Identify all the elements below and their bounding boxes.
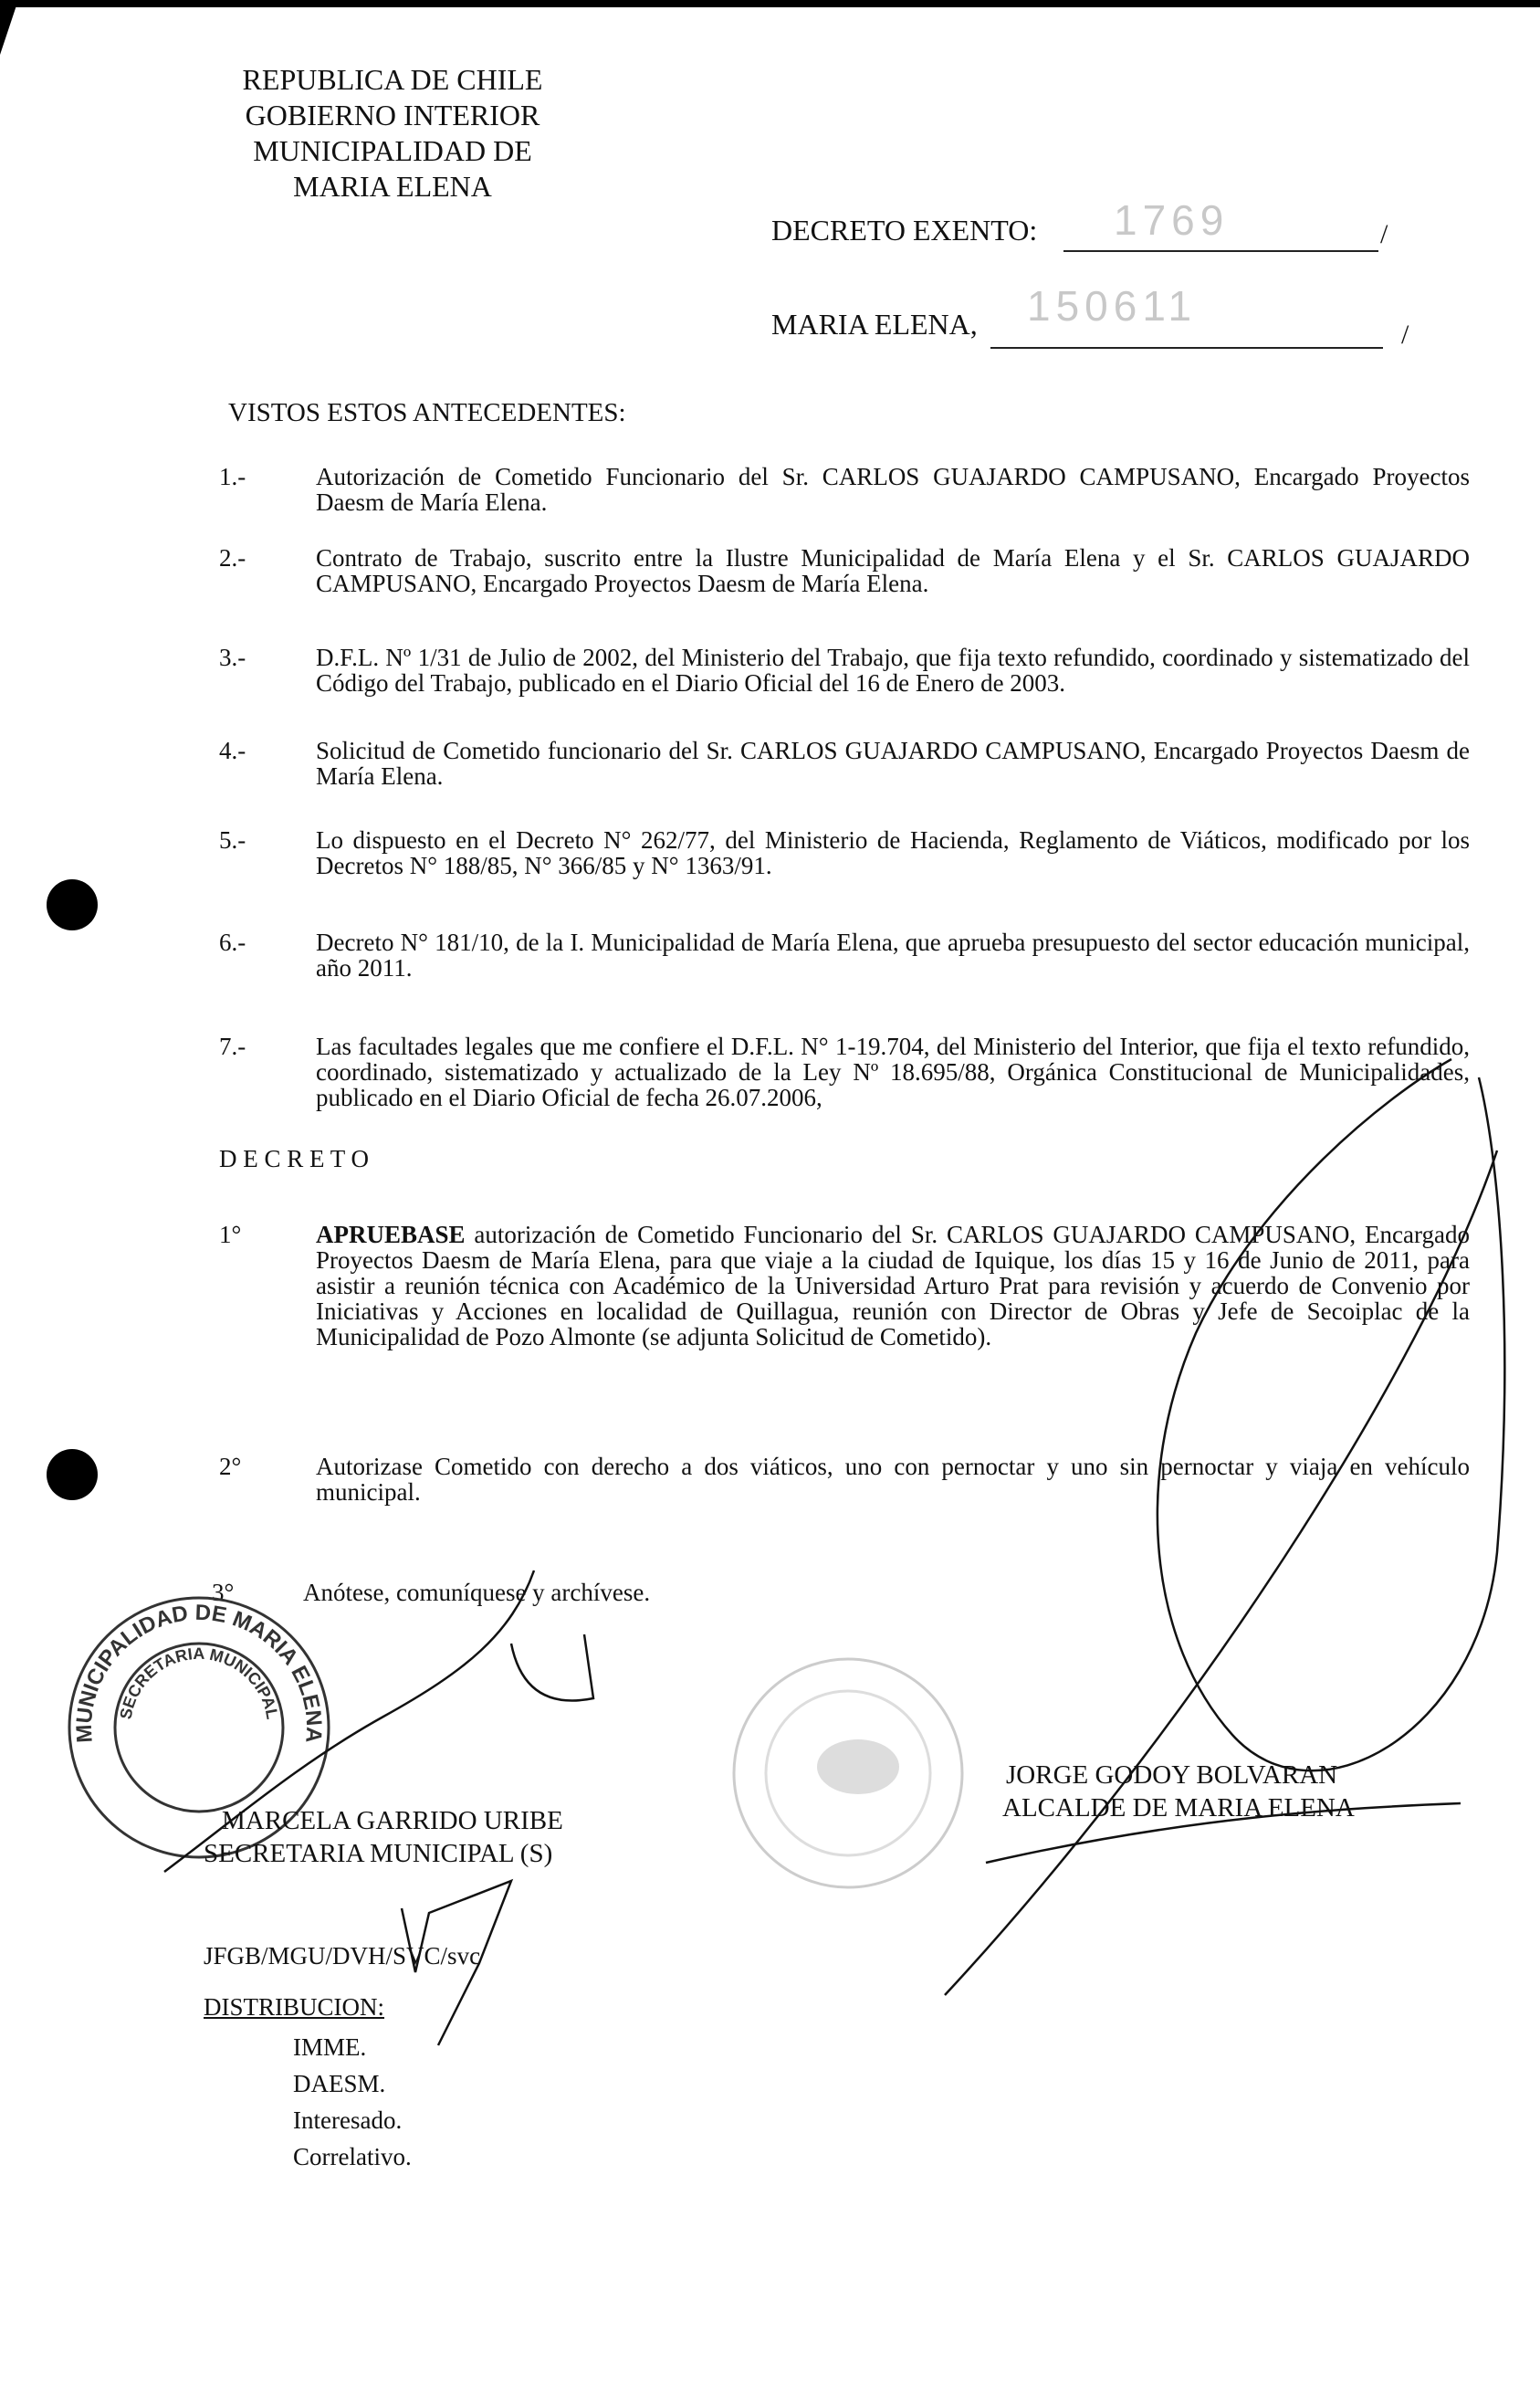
fecha-label: MARIA ELENA, [771,308,978,341]
letterhead-line: REPUBLICA DE CHILE [242,63,543,96]
item-number: 3° [212,1579,235,1606]
fecha-date: 150611 [1027,282,1198,330]
letterhead-line: GOBIERNO INTERIOR [245,99,540,131]
distribucion-title: DISTRIBUCION: [204,1993,385,2021]
item-text: Anótese, comuníquese y archívese. [303,1579,651,1606]
decreto-exento-label: DECRETO EXENTO: [771,214,1038,247]
alcalde-title: ALCALDE DE MARIA ELENA [1002,1793,1355,1823]
secretaria-signature-block [204,1804,563,1870]
item-number: 4.- [219,737,246,764]
slash: / [1380,219,1388,249]
item-number: 5.- [219,826,246,854]
item-number: 6.- [219,929,246,956]
item-text: D.F.L. Nº 1/31 de Julio de 2002, del Ministerio del Trabajo, que fija texto refundido, coordinado y sistematizado del Código del Trabajo, publicado en el Diario Oficial del 16 de Enero de 2003. [316,644,1470,697]
item-number: 2.- [219,544,246,572]
stamp-inner-label [117,1644,282,1721]
distribucion-item: Correlativo. [293,2143,412,2170]
item-text: Solicitud de Cometido funcionario del Sr. CARLOS GUAJARDO CAMPUSANO, Encargado Proyectos Daesm de María Elena. [316,737,1470,790]
alcalde-signature-block [1002,1759,1355,1824]
punch-hole [47,1449,98,1500]
item-number: 7.- [219,1033,246,1060]
signature-alcalde [945,1059,1504,1995]
item-text: Autorizase Cometido con derecho a dos viáticos, uno con pernoctar y uno sin pernoctar y viaja en vehículo municipal. [316,1453,1470,1506]
letterhead-line: MUNICIPALIDAD DE [253,134,532,167]
secretaria-title: SECRETARIA MUNICIPAL (S) [204,1839,553,1868]
vistos-title: VISTOS ESTOS ANTECEDENTES: [228,398,626,427]
item-text: Lo dispuesto en el Decreto N° 262/77, del Ministerio de Hacienda, Reglamento de Viáticos, modificado por los Decretos N° 188/85, N° 366/85 y N° 1363/91. [316,826,1470,879]
faded-seal [734,1659,962,1887]
item-number: 2° [219,1453,242,1480]
slash: / [1401,320,1409,350]
item-number: 1.- [219,463,246,490]
stamp-outer-text: MUNICIPALIDAD DE MARIA ELENA [71,1600,327,1744]
item-number: 1° [219,1221,242,1248]
decreto-title: D E C R E T O [219,1145,370,1172]
item-text: Decreto N° 181/10, de la I. Municipalidad de María Elena, que aprueba presupuesto del sector educación municipal, año 2011. [316,929,1470,982]
distribucion-list [293,2029,412,2175]
letterhead-line: MARIA ELENA [293,170,492,203]
stamp-inner-text: SECRETARIA MUNICIPAL [116,1644,282,1721]
secretaria-name: MARCELA GARRIDO URIBE [222,1806,563,1835]
item-text: Autorización de Cometido Funcionario del Sr. CARLOS GUAJARDO CAMPUSANO, Encargado Proyectos Daesm de María Elena. [316,463,1470,516]
item-text: Contrato de Trabajo, suscrito entre la Ilustre Municipalidad de María Elena y el Sr. CARLOS GUAJARDO CAMPUSANO, Encargado Proyectos Daesm de María Elena. [316,544,1470,597]
item-body: autorización de Cometido Funcionario del Sr. CARLOS GUAJARDO CAMPUSANO, Encargado Proyectos Daesm de María Elena, para que viaje a la ciudad de Iquique, los días 15 y 16 de Junio de 2011, para asistir a reunión técnica con Académico de la Universidad Arturo Prat para revisión y acuerdo de Convenio por Iniciativas y Acciones en localidad de Quillagua, reunión con Director de Obras y Jefe de Secoiplac de la Municipalidad de Pozo Almonte (se adjunta Solicitud de Cometido). [316,1221,1470,1350]
alcalde-name: JORGE GODOY BOLVARAN [1006,1760,1338,1790]
stamp-outer-label [72,1601,327,1744]
distribucion-item: IMME. [293,2033,367,2061]
item-number: 3.- [219,644,246,671]
punch-hole [47,879,98,930]
distribucion-item: Interesado. [293,2106,403,2134]
decreto-number: 1769 [1114,196,1230,244]
item-text: Las facultades legales que me confiere el D.F.L. N° 1-19.704, del Ministerio del Interior, que fija el texto refundido, coordinado, sistematizado y actualizado de la Ley Nº 18.695/88, Orgánica Constitucional de Municipalidades, publicado en el Diario Oficial de fecha 26.07.2006, [316,1033,1470,1111]
distribucion-item: DAESM. [293,2070,386,2097]
apruebase-bold: APRUEBASE [316,1221,466,1248]
initials: JFGB/MGU/DVH/SVC/svc [204,1942,481,1970]
